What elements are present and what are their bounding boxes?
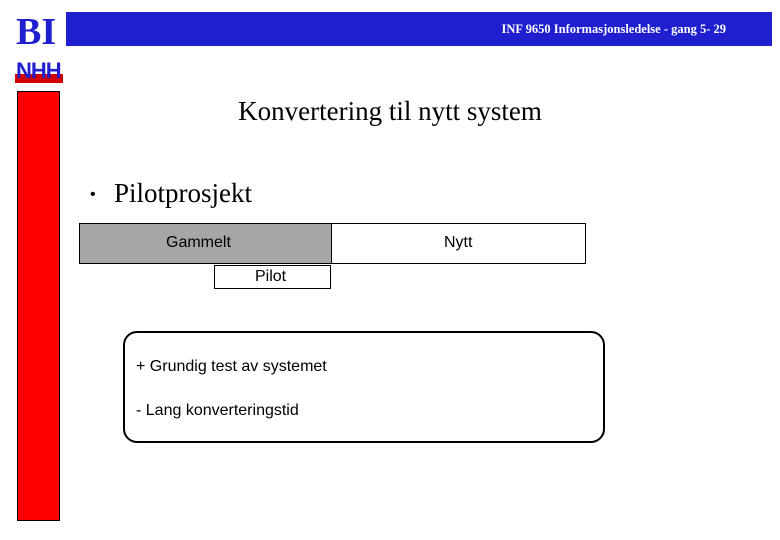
header-title: INF 9650 Informasjonsledelse - gang 5- 29	[501, 22, 726, 36]
bi-logo	[14, 10, 64, 50]
svg-text:BI: BI	[16, 11, 57, 50]
new-system-label: Nytt	[444, 234, 473, 251]
old-system-label: Gammelt	[166, 234, 231, 251]
nhh-logo	[14, 54, 64, 84]
new-system-box	[331, 223, 586, 264]
old-system-box	[79, 223, 332, 264]
svg-text:NHH: NHH	[16, 58, 61, 83]
header-bar	[66, 12, 772, 46]
bullet-text: Pilotprosjekt	[114, 178, 253, 208]
bullet-icon: •	[90, 186, 96, 203]
pilot-box	[214, 265, 331, 289]
pilot-label: Pilot	[255, 268, 287, 285]
pro-note: + Grundig test av systemet	[136, 358, 327, 375]
red-sidebar-decoration	[17, 91, 60, 521]
slide-title: Konvertering til nytt system	[238, 96, 542, 126]
con-note: - Lang konverteringstid	[136, 402, 299, 419]
pros-cons-box	[123, 331, 605, 443]
